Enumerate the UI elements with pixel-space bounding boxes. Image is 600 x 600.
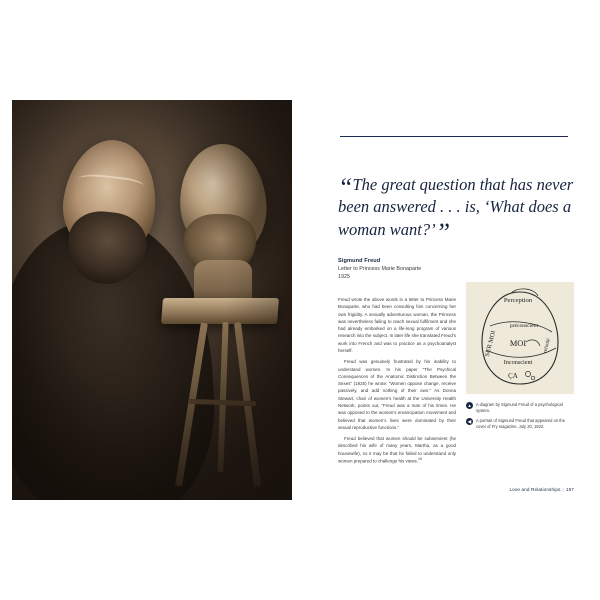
diagram-label-refoule: refoulé [542,337,552,354]
caption-item [466,418,576,430]
attribution-name: Sigmund Freud [338,258,381,264]
attribution-source: Letter to Princess Marie Bonaparte [338,266,422,272]
folio-page-number: 157 [565,487,574,492]
body-text-column [338,296,456,469]
body-paragraph-3-text: Freud believed that women should be subservient (he described his wife of many years, Martha, as a good housewife), so it may be that he failed to understand only women prepared to challenge his views. [338,436,456,464]
pull-quote-text [338,173,574,247]
attribution-year: 1925 [338,273,350,280]
diagram-label-moi: MOI [509,339,527,348]
freud-bust-photograph [12,100,292,500]
diagram-label-surmoi: SUR MOI [483,329,498,358]
photo-vignette [12,100,292,500]
caption-text-diagram: A diagram by Sigmund Freud of a psychological system. [476,402,563,413]
left-page [12,100,300,500]
quote-attribution [338,258,488,282]
body-paragraph-1: Freud wrote the above words in a letter to Princess Marie Bonaparte, who had been consulting him concerning her own frigidity. A sexually adventurous woman, the Princess was nevertheless failing to reach sexual fulfilment and she had already embarked on a life-long program of various research into the subject. In later life she translated Freud’s work into French and was to practice as a psychoanalyst herself. [338,297,456,353]
caption-badge-left-icon: ◀ [467,418,472,424]
right-page [300,100,588,500]
caption-badge-up-icon: ▲ [467,403,472,408]
body-paragraph-3 [338,435,456,465]
diagram-label-preconscient: préconscient [509,323,539,329]
folio [509,487,574,492]
folio-separator: | [562,487,564,492]
body-reference-marker: 19 [418,456,423,461]
freud-psyche-diagram [466,282,574,394]
quote-open-mark: “ [338,173,353,202]
body-paragraph-2: Freud was genuinely frustrated by his inability to understand women. In his paper “The Psychical Consequences of the Anatomic Distinction Between the Sexes” (1925) he wrote: “Women oppose change, receive passively, and add nothing of their own.” As Donna Stewart, chair of women’s health at the University Health Network, points out, “Freud was a man of his times. He was opposed to the women’s emancipation movement and believed that women’s lives were dominated by their sexual reproductive functions.” [338,359,456,430]
caption-item [466,402,576,414]
folio-section: Love and Relationships [509,487,561,492]
pull-quote [338,173,574,247]
quote-close-mark: ” [435,217,451,247]
diagram-label-perception: Perception [503,297,533,304]
top-rule-divider [340,136,568,137]
caption-group [466,402,576,434]
quote-body: The great question that has never been answered . . . is, ‘What does a woman want?’ [338,175,574,239]
book-spread [12,100,588,500]
diagram-label-ca: ÇA [508,372,518,380]
caption-text-portrait: A portrait of Sigmund Freud that appeared on the cover of Fry magazine, July 20, 1922. [476,417,565,429]
diagram-label-inconscient: Inconscient [503,359,533,366]
